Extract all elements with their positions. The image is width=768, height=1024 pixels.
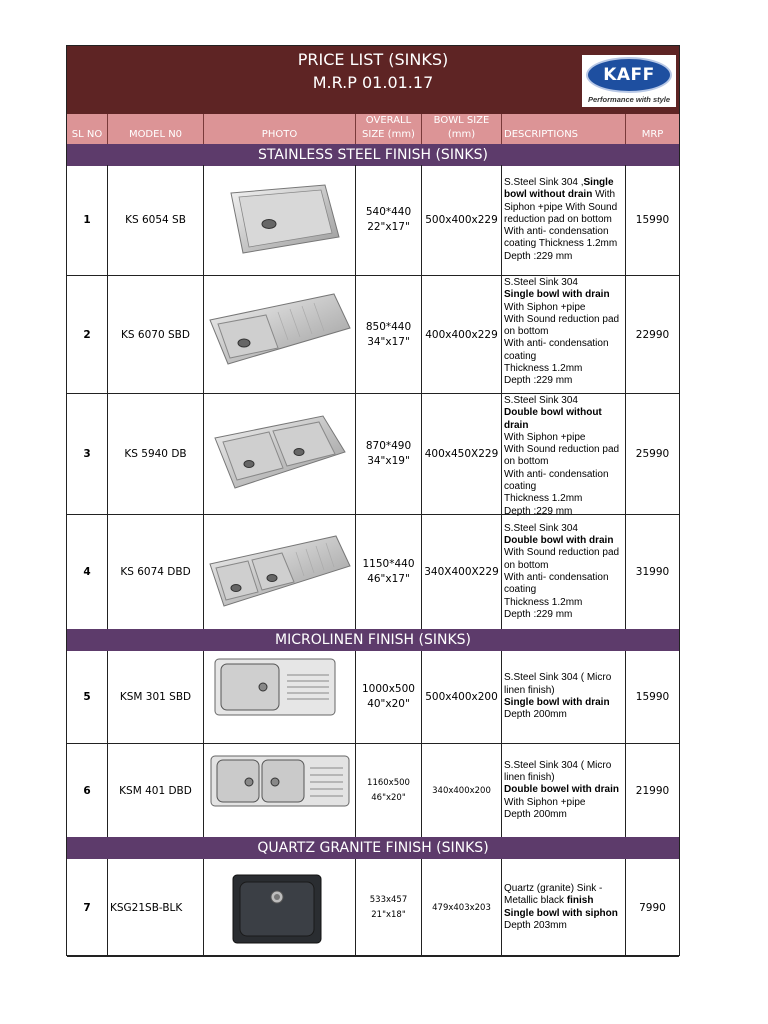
overall-size-mm: 533x457 — [369, 894, 408, 905]
description-line — [504, 338, 619, 350]
description-text — [504, 177, 617, 263]
overall-size-mm: 1150*440 — [362, 558, 415, 570]
description-bold: drain — [504, 419, 529, 431]
description-bold: bowl without drain — [504, 189, 593, 201]
overall-size-cell — [356, 651, 422, 743]
logo-brand: KAFF — [603, 65, 655, 85]
bowl-size-cell: 500x400x229 — [422, 165, 502, 275]
description-plain: With Sound reduction pad — [504, 313, 620, 325]
description-cell — [502, 165, 626, 275]
table-row — [67, 651, 679, 744]
description-line — [504, 314, 619, 326]
description-text — [504, 395, 619, 518]
col-bowl-size — [422, 114, 502, 144]
description-plain: reduction pad on bottom — [504, 213, 612, 225]
col-bowl-label-2: (mm) — [447, 129, 476, 140]
description-plain: linen finish) — [504, 772, 555, 784]
bowl-size-cell: 479x403x203 — [422, 859, 502, 956]
description-plain: coating Thickness 1.2mm — [504, 238, 618, 250]
description-line — [504, 572, 619, 584]
description-text — [504, 883, 618, 932]
table-row — [67, 744, 679, 838]
description-line — [504, 351, 619, 363]
description-plain: on bottom — [504, 559, 549, 571]
overall-size-cell — [356, 165, 422, 275]
description-bold: finish — [566, 895, 594, 907]
mrp-cell: 15990 — [635, 214, 670, 226]
description-line — [504, 326, 619, 338]
description-plain: Thickness 1.2mm — [504, 493, 583, 505]
description-line — [504, 697, 611, 709]
description-cell — [502, 744, 626, 837]
overall-size-mm: 870*490 — [365, 440, 412, 452]
col-photo — [204, 114, 356, 144]
table-row — [67, 859, 679, 957]
description-line — [504, 609, 619, 621]
description-plain: coating — [504, 350, 537, 362]
description-line — [504, 202, 617, 214]
mrp-cell: 25990 — [635, 448, 670, 460]
logo-oval — [586, 57, 672, 93]
description-plain: Thickness 1.2mm — [504, 363, 583, 375]
description-line — [504, 456, 619, 468]
col-descriptions — [502, 114, 626, 144]
photo-cell — [204, 394, 356, 514]
description-line — [504, 547, 619, 559]
sl-no-cell: 1 — [67, 165, 108, 275]
description-line — [504, 709, 611, 721]
description-plain: With — [592, 189, 616, 201]
overall-size-mm: 1000x500 — [362, 683, 415, 695]
photo-cell — [204, 744, 356, 837]
single-bowl-drainer-sink-icon — [208, 292, 352, 373]
photo-cell — [204, 651, 356, 743]
description-bold: Single bowl with drain — [504, 697, 610, 708]
section-microlinen: MICROLINEN FINISH (SINKS) — [67, 629, 679, 651]
column-header-row — [67, 114, 679, 144]
overall-size-inch: 46"x17" — [367, 573, 410, 585]
double-bowl-sink-icon — [213, 414, 347, 495]
description-line — [504, 672, 611, 684]
sl-no-cell: 3 — [67, 394, 108, 514]
description-line — [504, 469, 619, 481]
description-line — [504, 189, 617, 201]
price-list-sheet — [66, 45, 680, 956]
description-text — [504, 760, 619, 821]
description-plain: S.Steel Sink 304 , — [504, 176, 584, 188]
description-cell — [502, 276, 626, 393]
bowl-size-cell: 500x400x200 — [422, 651, 502, 743]
description-bold: Single bowl with siphon — [504, 907, 618, 919]
single-bowl-sink-icon — [221, 179, 341, 262]
col-model-label: MODEL N0 — [128, 129, 183, 140]
description-line — [504, 375, 619, 387]
bowl-size-cell: 340x400x200 — [422, 744, 502, 837]
sl-no-cell: 5 — [67, 651, 108, 743]
description-bold: Single bowl with drain — [504, 289, 610, 301]
kaff-logo — [582, 55, 676, 107]
description-plain: Depth :229 mm — [504, 505, 573, 517]
description-plain: With Siphon +pipe — [504, 431, 586, 443]
description-line — [504, 177, 617, 189]
description-bold: Double bowel with drain — [504, 784, 619, 796]
col-model — [108, 114, 204, 144]
overall-size-mm: 540*440 — [365, 206, 412, 218]
mrp-cell: 31990 — [635, 566, 670, 578]
description-line — [504, 251, 617, 263]
description-plain: on bottom — [504, 456, 549, 468]
sl-no-cell: 6 — [67, 744, 108, 837]
description-bold: Double bowl with drain — [504, 535, 614, 547]
description-plain: S.Steel Sink 304 — [504, 522, 578, 534]
mrp-cell: 21990 — [635, 784, 670, 797]
bowl-size-cell: 400x450X229 — [422, 394, 502, 514]
granite-black-sink-icon — [231, 873, 323, 948]
bowl-size-cell: 400x400x229 — [422, 276, 502, 393]
description-plain: S.Steel Sink 304 ( Micro — [504, 759, 612, 771]
microlinen-single-bowl-drainer-sink-icon — [213, 657, 337, 720]
description-plain: With anti- condensation — [504, 226, 609, 238]
description-plain: With anti- condensation — [504, 572, 609, 583]
description-plain: Depth 200mm — [504, 709, 567, 721]
description-plain: With Sound reduction pad — [504, 547, 620, 559]
overall-size-cell — [356, 276, 422, 393]
description-line — [504, 238, 617, 250]
description-line — [504, 920, 618, 932]
col-sl-no-label: SL NO — [71, 129, 103, 140]
model-cell: KSM 301 SBD — [108, 651, 204, 743]
description-cell — [502, 859, 626, 956]
col-mrp-label: MRP — [641, 129, 664, 140]
description-line — [504, 784, 619, 796]
model-cell: KS 5940 DB — [108, 394, 204, 514]
description-plain: With Siphon +pipe — [504, 301, 586, 313]
overall-size-cell — [356, 744, 422, 837]
sl-no-cell: 7 — [67, 859, 108, 956]
description-line — [504, 395, 619, 407]
overall-size-inch: 34"x19" — [367, 455, 410, 467]
page-subtitle: M.R.P 01.01.17 — [312, 73, 434, 92]
overall-size-inch: 22"x17" — [367, 221, 410, 233]
description-line — [504, 363, 619, 375]
photo-cell — [204, 515, 356, 629]
overall-size-inch: 34"x17" — [367, 335, 410, 348]
overall-size-inch: 21"x18" — [371, 909, 406, 920]
description-bold: Double bowl without — [504, 407, 602, 419]
description-plain: With anti- condensation — [504, 468, 609, 480]
description-line — [504, 597, 619, 609]
model-cell: KS 6074 DBD — [108, 515, 204, 629]
table-row — [67, 515, 679, 630]
description-plain: With anti- condensation — [504, 338, 609, 350]
photo-cell — [204, 276, 356, 393]
photo-cell — [204, 859, 356, 956]
description-plain: linen finish) — [504, 684, 555, 696]
description-line — [504, 908, 618, 920]
table-row — [67, 276, 679, 394]
description-plain: Depth :229 mm — [504, 608, 573, 620]
description-line — [504, 809, 619, 821]
col-bowl-label-1: BOWL SIZE — [433, 115, 490, 126]
description-line — [504, 289, 619, 301]
description-cell — [502, 515, 626, 629]
description-plain: Depth :229 mm — [504, 375, 573, 387]
description-line — [504, 420, 619, 432]
description-line — [504, 560, 619, 572]
description-plain: S.Steel Sink 304 — [504, 277, 578, 288]
description-line — [504, 760, 619, 772]
overall-size-mm: 1160x500 — [367, 777, 410, 788]
description-line — [504, 407, 619, 419]
description-cell — [502, 394, 626, 517]
logo-tagline: Performance with style — [587, 95, 671, 104]
overall-size-cell — [356, 394, 422, 514]
description-line — [504, 584, 619, 596]
description-cell — [502, 651, 626, 743]
description-text — [504, 277, 619, 388]
model-cell: KSM 401 DBD — [108, 744, 204, 837]
description-line — [504, 883, 618, 895]
col-sl-no — [67, 114, 108, 144]
description-plain: Metallic black — [504, 895, 567, 907]
description-plain: coating — [504, 584, 537, 596]
sl-no-cell: 2 — [67, 276, 108, 393]
bowl-size-cell: 340X400X229 — [422, 515, 502, 629]
description-plain: Thickness 1.2mm — [504, 596, 583, 608]
description-plain: With Siphon +pipe — [504, 796, 586, 808]
col-descriptions-label: DESCRIPTIONS — [504, 129, 579, 140]
title-band — [67, 46, 679, 114]
description-text — [504, 672, 611, 721]
description-line — [504, 772, 619, 784]
description-plain: With Sound reduction pad — [504, 444, 620, 456]
microlinen-double-bowl-drainer-sink-icon — [209, 754, 351, 811]
model-cell: KS 6070 SBD — [108, 276, 204, 393]
description-line — [504, 226, 617, 238]
col-overall-size — [356, 114, 422, 144]
mrp-cell: 15990 — [635, 691, 670, 703]
description-plain: Depth :229 mm — [504, 250, 573, 262]
col-overall-label-1: OVERALL — [365, 115, 412, 126]
description-line — [504, 302, 619, 314]
description-line — [504, 535, 619, 547]
sl-no-cell: 4 — [67, 515, 108, 629]
section-stainless-steel: STAINLESS STEEL FINISH (SINKS) — [67, 144, 679, 166]
description-plain: coating — [504, 481, 537, 493]
overall-size-inch: 40"x20" — [367, 698, 410, 710]
description-line — [504, 685, 611, 697]
mrp-cell: 7990 — [639, 901, 666, 914]
description-plain: Depth 200mm — [504, 808, 567, 820]
double-bowl-drainer-sink-icon — [208, 534, 352, 613]
overall-size-cell — [356, 515, 422, 629]
description-bold: Single — [583, 176, 614, 188]
overall-size-mm: 850*440 — [365, 320, 412, 333]
overall-size-cell — [356, 859, 422, 956]
model-cell: KS 6054 SB — [108, 165, 204, 275]
overall-size-inch: 46"x20" — [371, 792, 406, 803]
description-line — [504, 481, 619, 493]
photo-cell — [204, 165, 356, 275]
description-plain: S.Steel Sink 304 — [504, 395, 578, 406]
table-row — [67, 394, 679, 515]
description-line — [504, 214, 617, 226]
description-line — [504, 432, 619, 444]
description-plain: Depth 203mm — [504, 919, 567, 931]
description-plain: S.Steel Sink 304 ( Micro — [504, 672, 612, 684]
description-line — [504, 797, 619, 809]
col-photo-label: PHOTO — [261, 129, 298, 140]
col-overall-label-2: SIZE (mm) — [362, 129, 415, 140]
description-text — [504, 523, 619, 621]
description-plain: Quartz (granite) Sink - — [504, 882, 603, 894]
description-line — [504, 523, 619, 535]
table-row — [67, 165, 679, 276]
model-cell: KSG21SB-BLK — [108, 859, 204, 956]
description-line — [504, 493, 619, 505]
description-plain: on bottom — [504, 326, 549, 338]
page-title: PRICE LIST (SINKS) — [297, 50, 449, 69]
description-line — [504, 277, 619, 289]
mrp-cell: 22990 — [635, 328, 670, 341]
section-quartz-granite: QUARTZ GRANITE FINISH (SINKS) — [67, 837, 679, 859]
col-mrp — [626, 114, 679, 144]
description-line — [504, 444, 619, 456]
description-plain: Siphon +pipe With Sound — [504, 201, 618, 213]
description-line — [504, 895, 618, 907]
